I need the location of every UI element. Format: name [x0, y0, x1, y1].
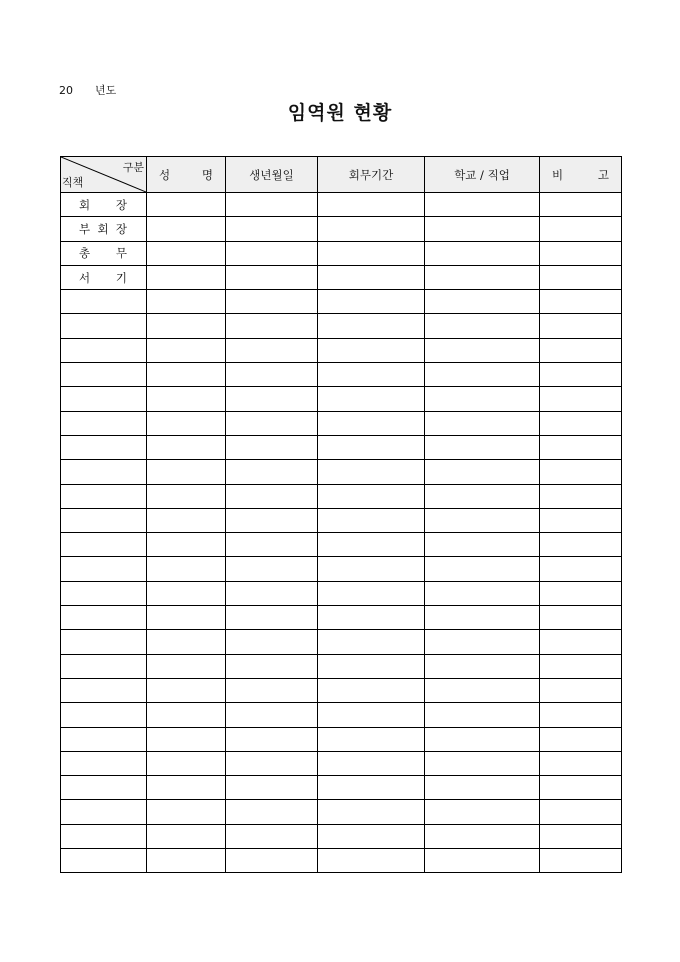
cell[interactable] [540, 557, 622, 581]
cell[interactable] [226, 630, 318, 654]
cell[interactable] [318, 411, 425, 435]
cell[interactable] [425, 533, 540, 557]
cell[interactable] [226, 193, 318, 217]
cell[interactable] [61, 338, 147, 362]
year-suffix: 년도 [95, 84, 117, 97]
table-row [61, 533, 622, 557]
cell[interactable] [540, 727, 622, 751]
role-char: 회 [79, 197, 91, 212]
cell[interactable] [425, 849, 540, 873]
table-row [61, 363, 622, 387]
cell[interactable] [425, 776, 540, 800]
cell[interactable] [540, 630, 622, 654]
table-row [61, 703, 622, 727]
cell[interactable] [226, 800, 318, 824]
table-row [61, 581, 622, 605]
role-char: 장 [115, 197, 127, 212]
cell[interactable] [147, 508, 226, 532]
cell[interactable] [540, 484, 622, 508]
role-char: 회 [97, 221, 109, 236]
cell[interactable] [147, 460, 226, 484]
cell[interactable] [226, 314, 318, 338]
corner-position-label: 직책 [62, 176, 84, 189]
cell[interactable] [318, 581, 425, 605]
cell[interactable] [147, 849, 226, 873]
cell[interactable] [425, 411, 540, 435]
cell[interactable] [226, 776, 318, 800]
cell[interactable] [318, 460, 425, 484]
table-row [61, 849, 622, 873]
cell[interactable] [540, 824, 622, 848]
header-row [61, 157, 622, 193]
table-row [61, 751, 622, 775]
cell[interactable] [425, 630, 540, 654]
cell[interactable] [540, 533, 622, 557]
cell[interactable] [318, 727, 425, 751]
cell[interactable] [318, 217, 425, 241]
cell[interactable] [425, 241, 540, 265]
cell[interactable] [425, 265, 540, 289]
cell[interactable] [425, 581, 540, 605]
cell[interactable] [147, 800, 226, 824]
col-name-char-1: 성 [159, 167, 171, 182]
cell[interactable] [61, 606, 147, 630]
role-char: 총 [79, 246, 91, 261]
cell[interactable] [540, 193, 622, 217]
cell[interactable] [147, 606, 226, 630]
col-name-char-2: 명 [201, 167, 213, 182]
role-char: 무 [115, 246, 127, 261]
cell[interactable] [61, 630, 147, 654]
cell[interactable] [540, 314, 622, 338]
cell[interactable] [226, 654, 318, 678]
cell[interactable] [540, 751, 622, 775]
cell[interactable] [425, 703, 540, 727]
cell[interactable] [318, 776, 425, 800]
cell[interactable] [61, 460, 147, 484]
table-row [61, 508, 622, 532]
cell[interactable] [226, 338, 318, 362]
cell[interactable] [226, 824, 318, 848]
cell[interactable] [147, 630, 226, 654]
cell[interactable] [425, 387, 540, 411]
cell[interactable] [147, 241, 226, 265]
cell[interactable] [61, 508, 147, 532]
cell[interactable] [147, 217, 226, 241]
cell[interactable] [61, 435, 147, 459]
cell[interactable] [318, 630, 425, 654]
table-row [61, 484, 622, 508]
table-row [61, 290, 622, 314]
cell[interactable] [61, 824, 147, 848]
cell[interactable] [540, 581, 622, 605]
cell[interactable] [226, 581, 318, 605]
cell[interactable] [318, 557, 425, 581]
cell[interactable] [147, 678, 226, 702]
cell[interactable] [540, 290, 622, 314]
col-school-job-header: 학교 / 직업 [425, 157, 540, 193]
cell[interactable] [147, 484, 226, 508]
cell[interactable] [61, 581, 147, 605]
cell[interactable] [61, 387, 147, 411]
cell[interactable] [318, 290, 425, 314]
table-row [61, 265, 622, 289]
table-row [61, 460, 622, 484]
cell[interactable] [147, 751, 226, 775]
role-char: 부 [79, 221, 91, 236]
cell[interactable] [147, 581, 226, 605]
cell[interactable] [425, 460, 540, 484]
table-row [61, 338, 622, 362]
cell[interactable] [226, 217, 318, 241]
cell[interactable] [540, 460, 622, 484]
cell[interactable] [226, 508, 318, 532]
cell[interactable] [226, 411, 318, 435]
cell[interactable] [147, 727, 226, 751]
cell[interactable] [540, 654, 622, 678]
table-row [61, 727, 622, 751]
cell[interactable] [226, 484, 318, 508]
table-row [61, 606, 622, 630]
cell[interactable] [425, 606, 540, 630]
cell[interactable] [540, 265, 622, 289]
cell[interactable] [147, 363, 226, 387]
col-note-char-2: 고 [597, 167, 609, 182]
table-row [61, 241, 622, 265]
cell[interactable] [540, 703, 622, 727]
cell[interactable] [425, 654, 540, 678]
cell[interactable] [540, 363, 622, 387]
cell[interactable] [425, 508, 540, 532]
role-cell-president [61, 193, 147, 217]
cell[interactable] [540, 800, 622, 824]
cell[interactable] [540, 217, 622, 241]
role-cell-vice-president [61, 217, 147, 241]
cell[interactable] [318, 338, 425, 362]
cell[interactable] [226, 533, 318, 557]
cell[interactable] [61, 776, 147, 800]
cell[interactable] [147, 290, 226, 314]
cell[interactable] [147, 533, 226, 557]
cell[interactable] [540, 678, 622, 702]
corner-category-label: 구분 [122, 161, 144, 174]
table-row [61, 193, 622, 217]
cell[interactable] [318, 654, 425, 678]
cell[interactable] [226, 557, 318, 581]
cell[interactable] [147, 265, 226, 289]
table-row [61, 654, 622, 678]
cell[interactable] [147, 387, 226, 411]
role-char: 장 [115, 221, 127, 236]
cell[interactable] [425, 557, 540, 581]
cell[interactable] [61, 678, 147, 702]
cell[interactable] [61, 363, 147, 387]
cell[interactable] [226, 363, 318, 387]
cell[interactable] [425, 751, 540, 775]
cell[interactable] [318, 678, 425, 702]
cell[interactable] [318, 387, 425, 411]
cell[interactable] [61, 557, 147, 581]
year-label [59, 82, 116, 98]
cell[interactable] [147, 193, 226, 217]
cell[interactable] [425, 338, 540, 362]
cell[interactable] [318, 435, 425, 459]
table-row [61, 630, 622, 654]
cell[interactable] [147, 703, 226, 727]
cell[interactable] [61, 533, 147, 557]
cell[interactable] [226, 727, 318, 751]
cell[interactable] [318, 508, 425, 532]
cell[interactable] [425, 193, 540, 217]
corner-header [61, 157, 147, 193]
cell[interactable] [425, 484, 540, 508]
role-char: 기 [115, 270, 127, 285]
col-note-char-1: 비 [552, 167, 564, 182]
cell[interactable] [540, 435, 622, 459]
col-note-header [540, 157, 622, 193]
cell[interactable] [226, 435, 318, 459]
table-row [61, 387, 622, 411]
table-row [61, 557, 622, 581]
cell[interactable] [318, 314, 425, 338]
table-row [61, 217, 622, 241]
cell[interactable] [226, 703, 318, 727]
role-cell-secretary [61, 265, 147, 289]
cell[interactable] [226, 241, 318, 265]
cell[interactable] [147, 776, 226, 800]
cell[interactable] [540, 387, 622, 411]
cell[interactable] [425, 290, 540, 314]
cell[interactable] [61, 484, 147, 508]
cell[interactable] [147, 411, 226, 435]
year-prefix: 20 [59, 84, 73, 97]
cell[interactable] [226, 460, 318, 484]
cell[interactable] [318, 241, 425, 265]
cell[interactable] [226, 678, 318, 702]
cell[interactable] [147, 435, 226, 459]
col-period-header: 회무기간 [318, 157, 425, 193]
cell[interactable] [61, 411, 147, 435]
col-name-header [147, 157, 226, 193]
cell[interactable] [540, 508, 622, 532]
col-birth-header: 생년월일 [226, 157, 318, 193]
cell[interactable] [147, 824, 226, 848]
cell[interactable] [226, 751, 318, 775]
table-row [61, 776, 622, 800]
cell[interactable] [425, 363, 540, 387]
cell[interactable] [61, 800, 147, 824]
cell[interactable] [425, 314, 540, 338]
cell[interactable] [540, 411, 622, 435]
cell[interactable] [318, 265, 425, 289]
cell[interactable] [147, 338, 226, 362]
cell[interactable] [318, 606, 425, 630]
cell[interactable] [540, 338, 622, 362]
cell[interactable] [61, 290, 147, 314]
cell[interactable] [318, 849, 425, 873]
cell[interactable] [61, 727, 147, 751]
cell[interactable] [425, 727, 540, 751]
cell[interactable] [425, 217, 540, 241]
cell[interactable] [147, 654, 226, 678]
cell[interactable] [318, 484, 425, 508]
officers-table [60, 156, 622, 873]
cell[interactable] [61, 654, 147, 678]
table-row [61, 824, 622, 848]
cell[interactable] [61, 314, 147, 338]
cell[interactable] [318, 703, 425, 727]
cell[interactable] [425, 800, 540, 824]
cell[interactable] [540, 776, 622, 800]
cell[interactable] [226, 265, 318, 289]
cell[interactable] [425, 678, 540, 702]
cell[interactable] [318, 751, 425, 775]
cell[interactable] [226, 849, 318, 873]
table-row [61, 435, 622, 459]
role-char: 서 [79, 270, 91, 285]
cell[interactable] [425, 435, 540, 459]
cell[interactable] [226, 290, 318, 314]
table-row [61, 411, 622, 435]
page-title: 임역원 현황 [287, 102, 393, 124]
cell[interactable] [318, 363, 425, 387]
cell[interactable] [61, 751, 147, 775]
cell[interactable] [147, 557, 226, 581]
table-row [61, 800, 622, 824]
table-row [61, 678, 622, 702]
cell[interactable] [61, 703, 147, 727]
cell[interactable] [318, 824, 425, 848]
cell[interactable] [318, 800, 425, 824]
role-cell-general-affairs [61, 241, 147, 265]
cell[interactable] [540, 849, 622, 873]
table-row [61, 314, 622, 338]
cell[interactable] [318, 533, 425, 557]
cell[interactable] [226, 387, 318, 411]
cell[interactable] [540, 606, 622, 630]
cell[interactable] [147, 314, 226, 338]
cell[interactable] [226, 606, 318, 630]
cell[interactable] [61, 849, 147, 873]
cell[interactable] [425, 824, 540, 848]
cell[interactable] [318, 193, 425, 217]
cell[interactable] [540, 241, 622, 265]
